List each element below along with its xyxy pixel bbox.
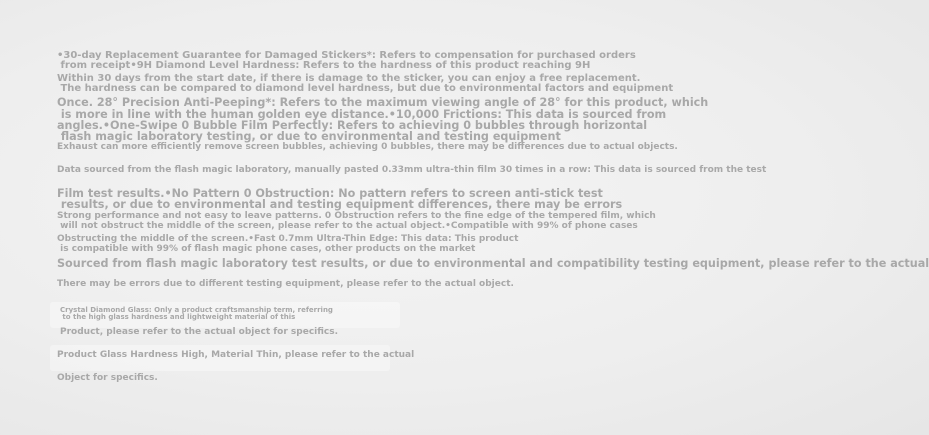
text-line: is more in line with the human golden eye distance.•10,000 Frictions: This data is sourced from	[57, 108, 667, 121]
text-line: flash magic laboratory testing, or due to environmental and testing equipment	[57, 130, 561, 143]
text-line: Sourced from flash magic laboratory test results, or due to environmental and compatibility testing equipment, please refer to the actual	[57, 257, 929, 270]
text-line: Product, please refer to the actual object for specifics.	[60, 327, 339, 337]
text-line: results, or due to environmental and testing equipment differences, there may be errors	[57, 198, 623, 211]
text-line: is compatible with 99% of flash magic phone cases, other products on the market	[57, 244, 476, 254]
text-line: Within 30 days from the start date, if there is damage to the sticker, you can enjoy a free replacement.	[57, 73, 641, 84]
text-line: to the high glass hardness and lightweight material of this	[60, 313, 296, 321]
text-line: Data sourced from the flash magic laboratory, manually pasted 0.33mm ultra-thin film 30 times in a row: This data is sourced from the test	[57, 165, 767, 175]
text-line: Once. 28° Precision Anti-Peeping*: Refers to the maximum viewing angle of 28° for this product, which	[57, 96, 709, 109]
text-line: from receipt•9H Diamond Level Hardness: Refers to the hardness of this product reaching 9H	[57, 60, 591, 71]
text-line: •30-day Replacement Guarantee for Damaged Stickers*: Refers to compensation for purchased orders	[57, 50, 636, 61]
text-line: Obstructing the middle of the screen.•Fast 0.7mm Ultra-Thin Edge: This data: This product	[57, 234, 519, 244]
text-line: Product Glass Hardness High, Material Thin, please refer to the actual	[57, 350, 415, 360]
text-line: will not obstruct the middle of the screen, please refer to the actual object.•Compatible with 99% of phone cases	[57, 221, 638, 231]
text-line: Object for specifics.	[57, 373, 158, 383]
text-line: angles.•One-Swipe 0 Bubble Film Perfectly: Refers to achieving 0 bubbles through horizontal	[57, 119, 648, 132]
text-line: Film test results.•No Pattern 0 Obstruction: No pattern refers to screen anti-stick test	[57, 187, 603, 200]
text-line: There may be errors due to different testing equipment, please refer to the actual object.	[57, 279, 514, 289]
text-line: Strong performance and not easy to leave patterns. 0 Obstruction refers to the fine edge of the tempered film, which	[57, 211, 656, 221]
text-line: Crystal Diamond Glass: Only a product craftsmanship term, referring	[60, 306, 333, 314]
text-line: Exhaust can more efficiently remove screen bubbles, achieving 0 bubbles, there may be differences due to actual objects.	[57, 142, 678, 152]
text-line: The hardness can be compared to diamond level hardness, but due to environmental factors and equipment	[57, 83, 674, 94]
